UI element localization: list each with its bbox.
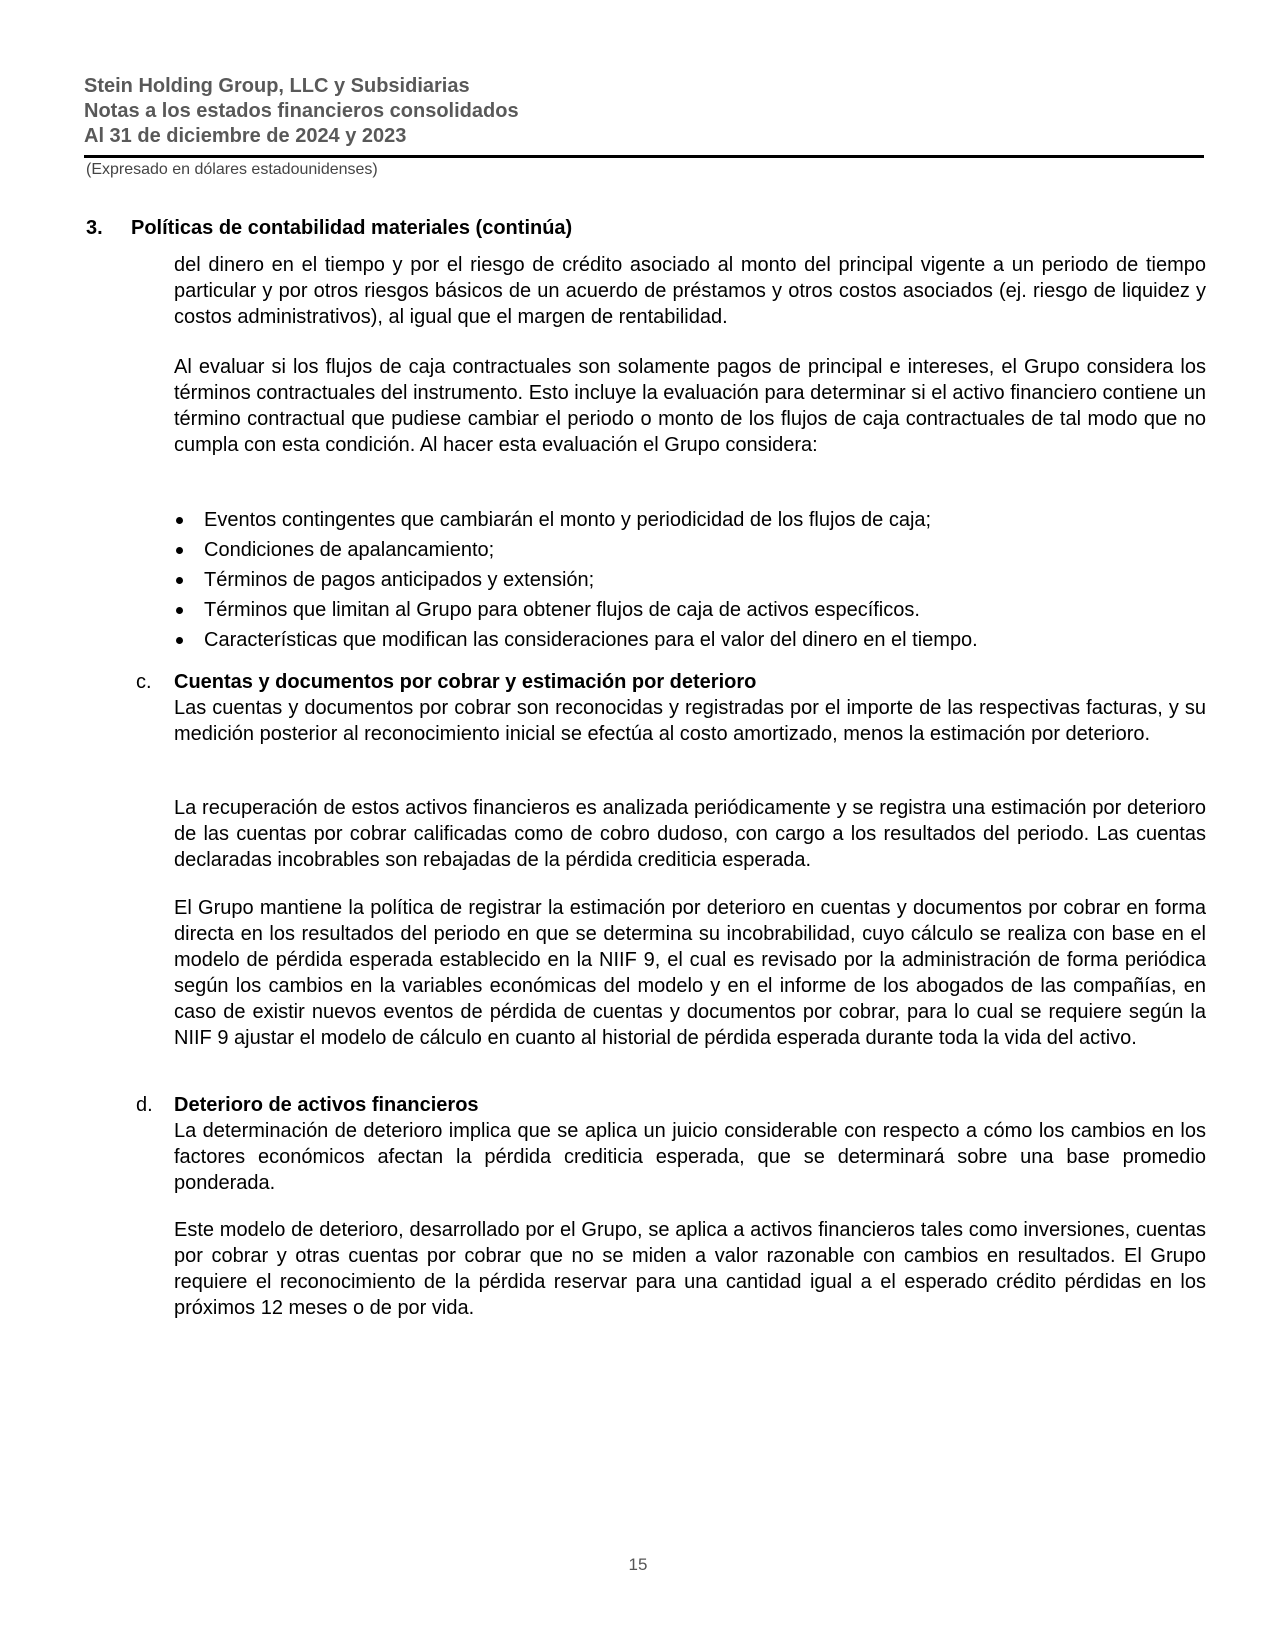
subsection-letter: d. bbox=[136, 1094, 153, 1116]
header-rule bbox=[84, 155, 1204, 158]
section-title: Políticas de contabilidad materiales (continúa) bbox=[131, 217, 573, 239]
section-heading bbox=[86, 216, 572, 240]
list-item: Eventos contingentes que cambiarán el monto y periodicidad de los flujos de caja; bbox=[174, 505, 1206, 535]
bullet-icon bbox=[176, 637, 183, 644]
list-item: Términos de pagos anticipados y extensión; bbox=[174, 565, 1206, 595]
paragraph-continued bbox=[174, 252, 1206, 330]
subsection-title: Cuentas y documentos por cobrar y estimación por deterioro bbox=[174, 671, 757, 693]
paragraph-evaluation bbox=[174, 354, 1206, 458]
considerations-list bbox=[174, 505, 1206, 655]
subsection-c-paragraph-1: Las cuentas y documentos por cobrar son reconocidas y registradas por el importe de las respectivas facturas, y su medición posterior al reconocimiento inicial se efectúa al costo amortizado, menos la estimación por deterioro. bbox=[174, 697, 1206, 745]
subsection-letter: c. bbox=[136, 671, 152, 693]
bullet-icon bbox=[176, 607, 183, 614]
document-header bbox=[84, 74, 1204, 149]
subsection-d-paragraph-1: La determinación de deterioro implica que se aplica un juicio considerable con respecto a cómo los cambios en los factores económicos afectan la pérdida crediticia esperada, que se determinará sobre una base promedio ponderada. bbox=[174, 1120, 1206, 1194]
paragraph-text: del dinero en el tiempo y por el riesgo de crédito asociado al monto del principal vigente a un periodo de tiempo particular y por otros riesgos básicos de un acuerdo de préstamos y otros costos asociados (ej. riesgo de liquidez y costos administrativos), al igual que el margen de rentabilidad. bbox=[174, 254, 1206, 328]
subsection-title: Deterioro de activos financieros bbox=[174, 1094, 479, 1116]
list-item: Condiciones de apalancamiento; bbox=[174, 535, 1206, 565]
section-number: 3. bbox=[86, 217, 103, 239]
paragraph-text: Al evaluar si los flujos de caja contractuales son solamente pagos de principal e intereses, el Grupo considera los términos contractuales del instrumento. Esto incluye la evaluación para determinar si el activo financiero contiene un término contractual que pudiese cambiar el periodo o monto de los flujos de caja contractuales de tal modo que no cumpla con esta condición. Al hacer esta evaluación el Grupo considera: bbox=[174, 356, 1206, 456]
subsection-c-paragraph-3: El Grupo mantiene la política de registrar la estimación por deterioro en cuentas y documentos por cobrar en forma directa en los resultados del periodo en que se determina su incobrabilidad, cuyo cálculo se realiza con base en el modelo de pérdida esperada establecido en la NIIF 9, el cual es revisado por la administración de forma periódica según los cambios en la variables económicas del modelo y en el informe de los abogados de las compañías, en caso de existir nuevos eventos de pérdida de cuentas y documentos por cobrar, para lo cual se requiere según la NIIF 9 ajustar el modelo de cálculo en cuanto al historial de pérdida esperada durante toda la vida del activo. bbox=[174, 897, 1206, 1049]
bullet-icon bbox=[176, 577, 183, 584]
subsection-d-heading bbox=[136, 1092, 1206, 1118]
document-title: Notas a los estados financieros consolidados bbox=[84, 100, 519, 122]
page-number: 15 bbox=[628, 1555, 648, 1574]
currency-note: (Expresado en dólares estadounidenses) bbox=[86, 161, 378, 178]
period-label: Al 31 de diciembre de 2024 y 2023 bbox=[84, 125, 407, 147]
subsection-d-paragraph-2: Este modelo de deterioro, desarrollado por el Grupo, se aplica a activos financieros tales como inversiones, cuentas por cobrar y otras cuentas por cobrar que no se miden a valor razonable con cambios en resultados. El Grupo requiere el reconocimiento de la pérdida reservar para una cantidad igual a el esperado crédito pérdidas en los próximos 12 meses o de por vida. bbox=[174, 1219, 1206, 1319]
list-item: Características que modifican las consideraciones para el valor del dinero en el tiempo. bbox=[174, 625, 1206, 655]
subsection-c-heading bbox=[136, 669, 1206, 695]
company-name: Stein Holding Group, LLC y Subsidiarias bbox=[84, 75, 470, 97]
bullet-icon bbox=[176, 547, 183, 554]
list-item: Términos que limitan al Grupo para obtener flujos de caja de activos específicos. bbox=[174, 595, 1206, 625]
bullet-icon bbox=[176, 517, 183, 524]
subsection-c-paragraph-2: La recuperación de estos activos financieros es analizada periódicamente y se registra una estimación por deterioro de las cuentas por cobrar calificadas como de cobro dudoso, con cargo a los resultados del periodo. Las cuentas declaradas incobrables son rebajadas de la pérdida crediticia esperada. bbox=[174, 797, 1206, 871]
